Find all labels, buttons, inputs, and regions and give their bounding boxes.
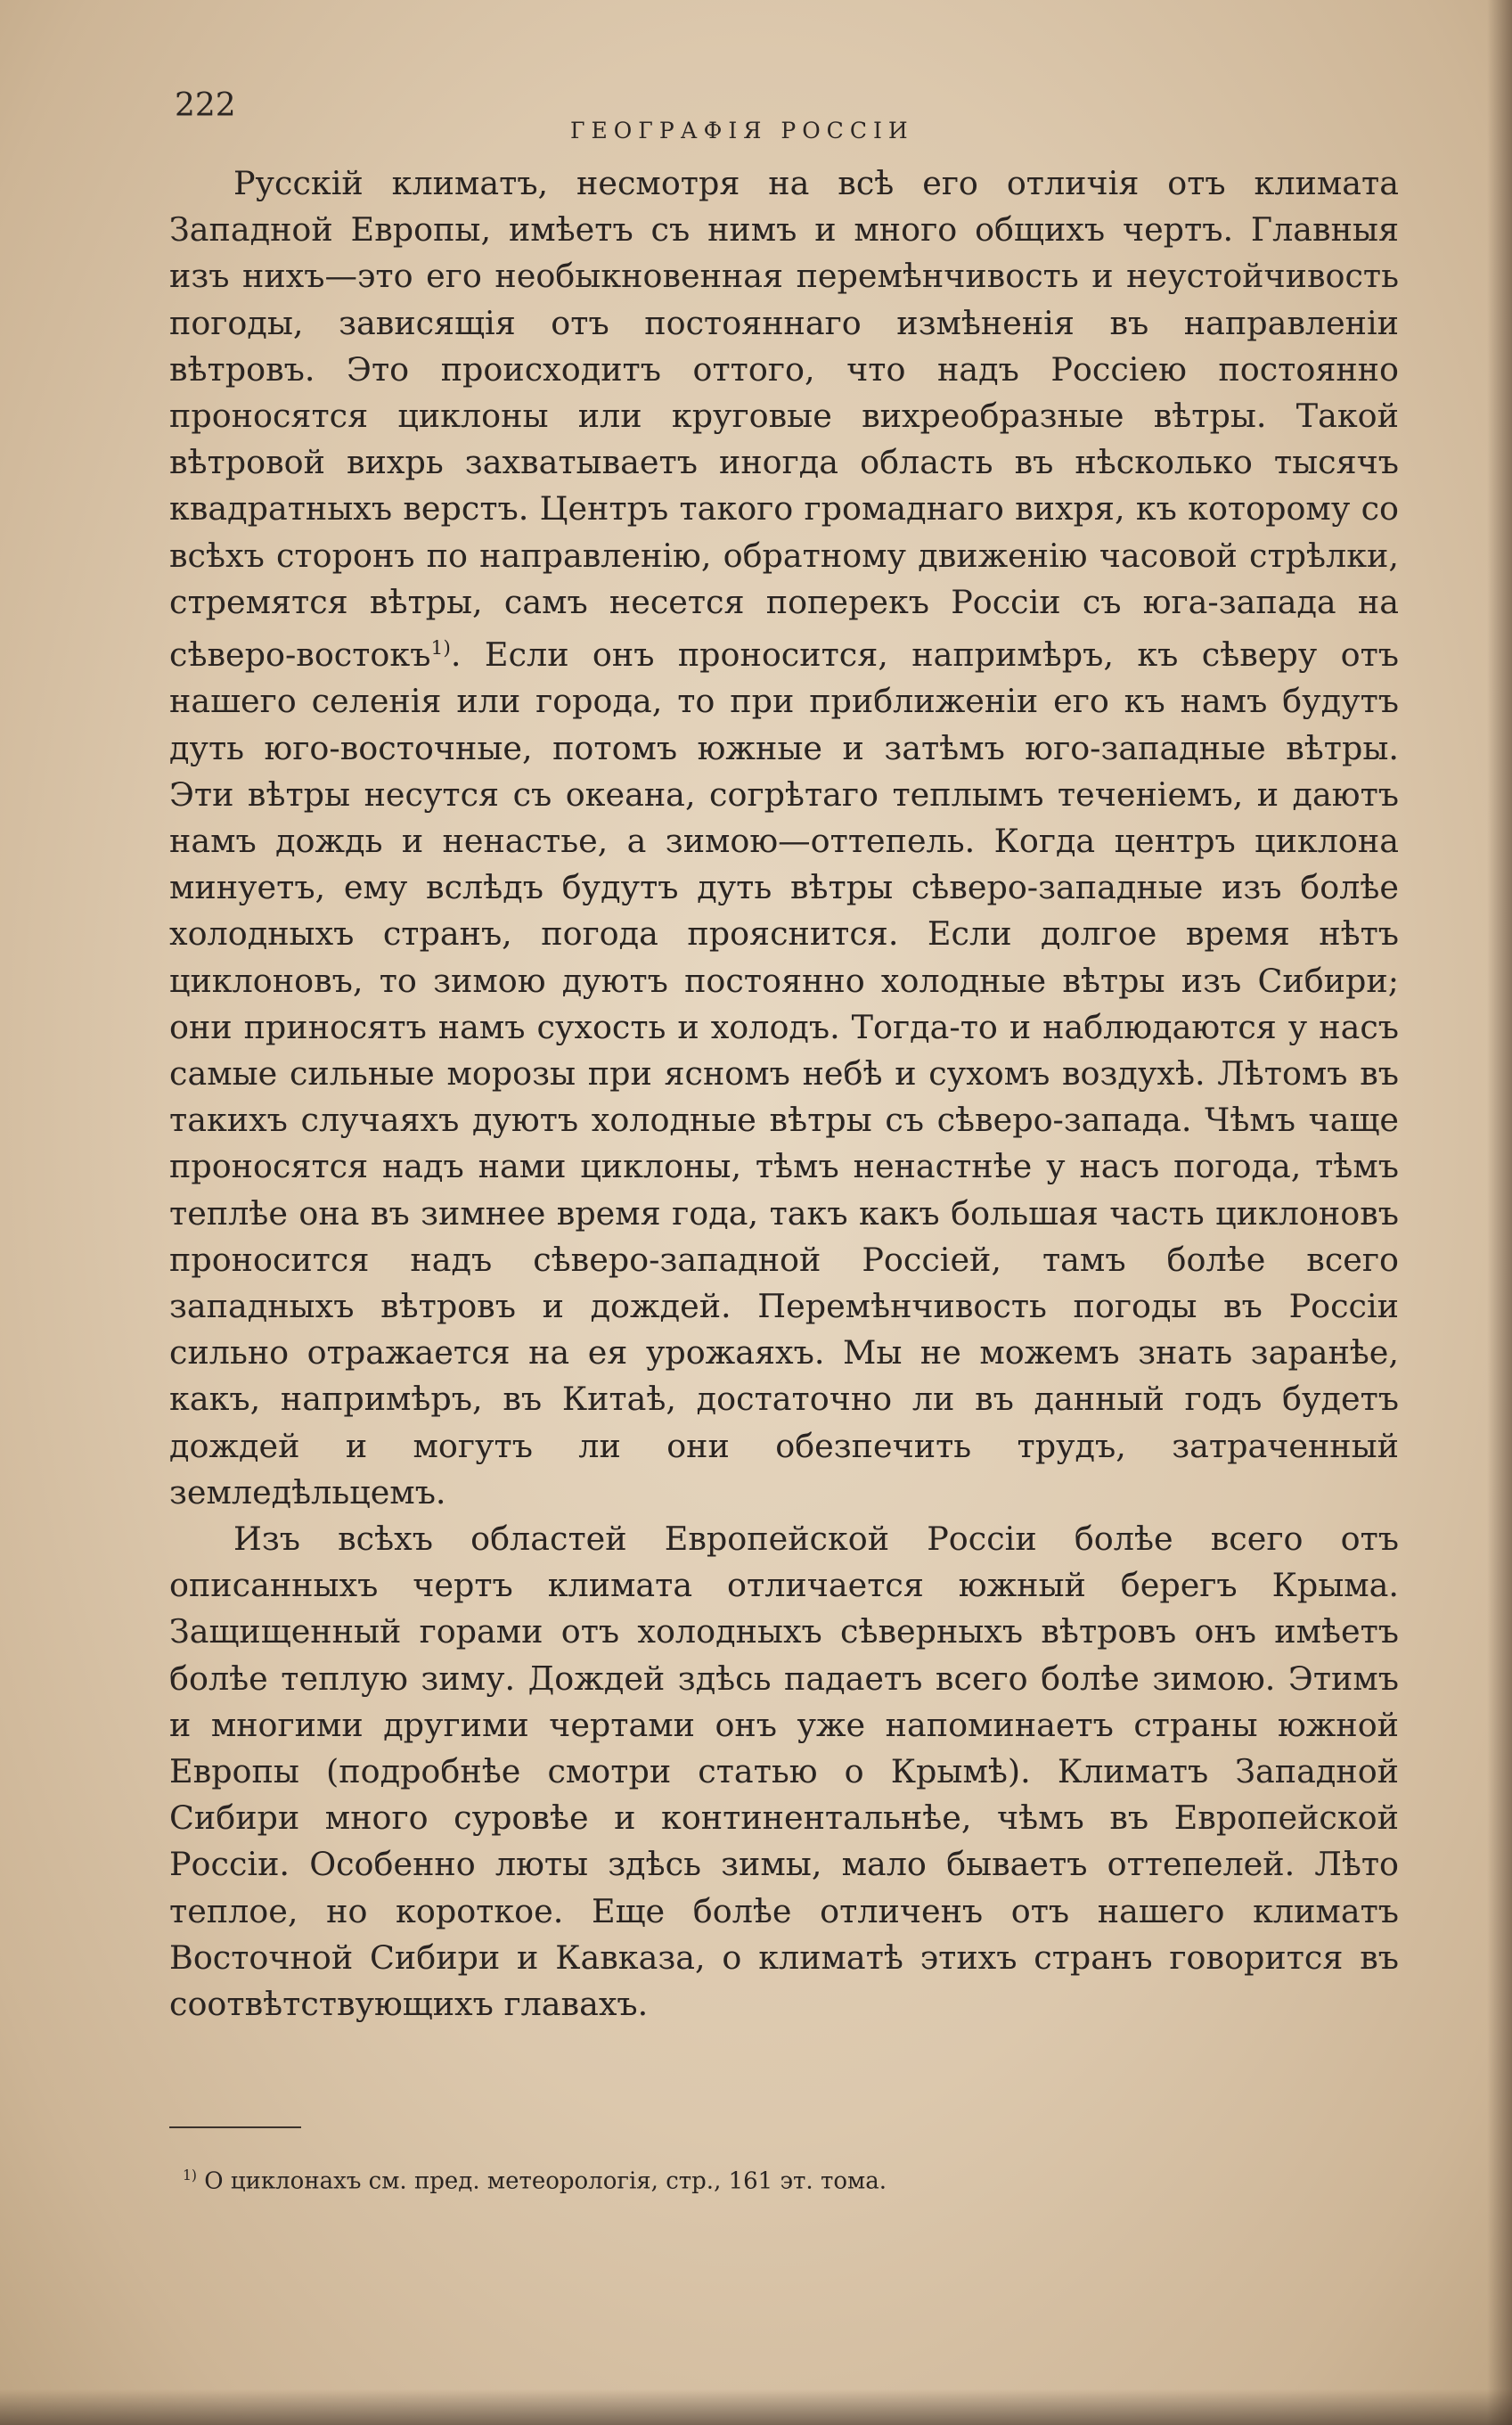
page-number: 222 xyxy=(175,87,236,124)
paragraph-2: Изъ всѣхъ областей Европейской Россіи болѣе всего отъ описанныхъ чертъ климата отличается южный берегъ Крыма. Защищенный горами отъ холодныхъ сѣверныхъ вѣтровъ онъ имѣетъ болѣе теплую зиму. Дождей здѣсь падаетъ всего болѣе зимою. Этимъ и многими другими чертами онъ уже напоминаетъ страны южной Европы (подробнѣе смотри статью о Крымѣ). Климатъ Западной Сибири много суровѣе и континентальнѣе, чѣмъ въ Европейской Россіи. Особенно люты здѣсь зимы, мало бываетъ оттепелей. Лѣто теплое, но короткое. Еще болѣе отличенъ отъ нашего климатъ Восточной Сибири и Кавказа, о климатѣ этихъ странъ говорится въ соотвѣтствующихъ главахъ. xyxy=(169,1520,1399,2024)
body-text xyxy=(169,160,1399,2028)
footnote-marker: 1) xyxy=(183,2167,198,2183)
paragraph-1-text-b: . Если онъ проносится, напримѣръ, къ сѣверу отъ нашего селенія или города, то при приближеніи его къ намъ будутъ дуть юго-восточные, потомъ южные и затѣмъ юго-западные вѣтры. Эти вѣтры несутся съ океана, согрѣтаго теплымъ теченіемъ, и даютъ намъ дождь и ненастье, а зимою—оттепель. Когда центръ циклона минуетъ, ему вслѣдъ будутъ дуть вѣтры сѣверо-западные изъ болѣе холодныхъ странъ, погода прояснится. Если долгое время нѣтъ циклоновъ, то зимою дуютъ постоянно холодные вѣтры изъ Сибири; они приносятъ намъ сухость и холодъ. Тогда-то и наблюдаются у насъ самые сильные морозы при ясномъ небѣ и сухомъ воздухѣ. Лѣтомъ въ такихъ случаяхъ дуютъ холодные вѣтры съ сѣверо-запада. Чѣмъ чаще проносятся надъ нами циклоны, тѣмъ ненастнѣе у насъ погода, тѣмъ теплѣе она въ зимнее время года, такъ какъ большая часть циклоновъ проносится надъ сѣверо-западной Россіей, тамъ болѣе всего западныхъ вѣтровъ и дождей. Перемѣнчивость погоды въ Россіи сильно отражается на ея урожаяхъ. Мы не можемъ знать заранѣе, какъ, напримѣръ, въ Китаѣ, достаточно ли въ данный годъ будетъ дождей и могутъ ли они обезпечить трудъ, затраченный земледѣльцемъ. xyxy=(169,635,1399,1512)
page-bottom-shadow xyxy=(0,2389,1512,2425)
running-head: ГЕОГРАФІЯ РОССІИ xyxy=(570,118,914,143)
page-edge-shadow xyxy=(1487,0,1512,2425)
footnote-reference: 1) xyxy=(430,637,451,660)
footnote-text: О циклонахъ см. пред. метеорологія, стр., 161 эт. тома. xyxy=(204,2167,887,2195)
footnote-divider xyxy=(169,2126,301,2128)
footnote xyxy=(183,2167,887,2195)
paragraph-1 xyxy=(169,160,1399,1516)
paragraph-1-text-a: Русскій климатъ, несмотря на всѣ его отличія отъ климата Западной Европы, имѣетъ съ нимъ и много общихъ чертъ. Главныя изъ нихъ—это его необыкновенная перемѣнчивость и неустойчивость погоды, зависящія отъ постояннаго измѣненія въ направленіи вѣтровъ. Это происходитъ оттого, что надъ Россіею постоянно проносятся циклоны или круговые вихреобразные вѣтры. Такой вѣтровой вихрь захватываетъ иногда область въ нѣсколько тысячъ квадратныхъ верстъ. Центръ такого громаднаго вихря, къ которому со всѣхъ сторонъ по направленію, обратному движенію часовой стрѣлки, стремятся вѣтры, самъ несется поперекъ Россіи съ юга-запада на сѣверо-востокъ xyxy=(169,164,1399,675)
